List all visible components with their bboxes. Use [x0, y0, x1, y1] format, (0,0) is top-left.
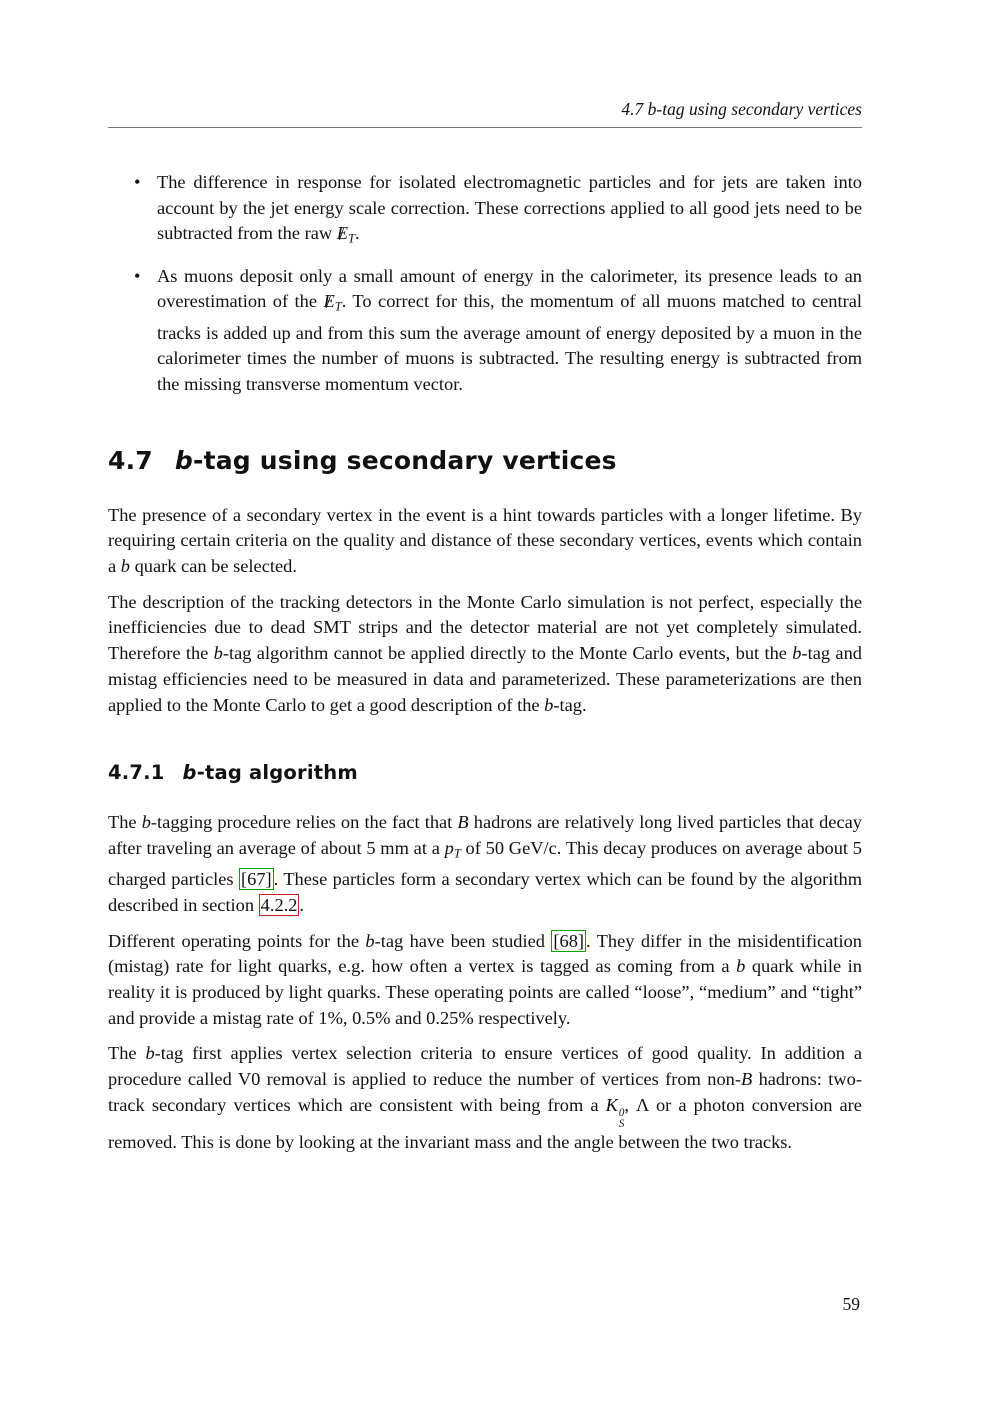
text-run: . — [299, 894, 305, 915]
paragraph — [108, 810, 862, 918]
text-run: E / — [324, 291, 335, 311]
text-run: quark can be selected. — [129, 556, 297, 577]
text-run: -tagging procedure relies on the fact that — [150, 812, 458, 833]
section-ref-4-2-2[interactable]: 4.2.2 — [260, 894, 298, 915]
text-run: T — [453, 846, 461, 861]
bullet-item — [108, 170, 862, 253]
text-run: -tag have been studied — [374, 930, 552, 951]
text-run: Different operating points for the — [108, 930, 366, 951]
bullet-item — [108, 264, 862, 398]
text-run: hadrons: two-track secondary vertices which are consistent with being from a — [108, 1069, 862, 1115]
text-run: , Λ or a photon conversion are removed. This is done by looking at the invariant mass and the angle between the two tracks. — [108, 1094, 862, 1153]
text-run: E / — [337, 223, 348, 243]
paragraph — [108, 590, 862, 719]
text-run: . — [354, 223, 360, 244]
text-run: As muons deposit only a small amount of energy in the calorimeter, its presence leads to an overestimation of the — [157, 265, 862, 312]
text-run: hadrons are relatively long lived particles that decay after traveling an average of about 5 mm at a — [108, 812, 862, 858]
text-run: -tag algorithm — [196, 761, 358, 785]
text-run: b — [174, 445, 193, 475]
text-run: b — [736, 956, 746, 977]
bullet-list — [108, 170, 862, 398]
text-run: b — [145, 1043, 155, 1064]
text-run: b — [544, 694, 554, 715]
text-run: The presence of a secondary vertex in the event is a hint towards particles with a longer lifetime. By requiring certain criteria on the quality and distance of these secondary vertices, events which contain a — [108, 504, 862, 577]
text-run: K 0 S — [605, 1094, 625, 1131]
header-rule — [108, 127, 862, 128]
text-run: b — [365, 930, 375, 951]
text-run: b — [120, 556, 130, 577]
text-run: quark while in reality it is produced by light quarks. These operating points are called “loose”, “medium” and “tight” and provide a mistag rate of 1%, 0.5% and 0.25% respectively. — [108, 956, 862, 1028]
paragraph — [108, 503, 862, 580]
text-run: B — [457, 812, 469, 833]
text-run: The — [108, 1043, 146, 1064]
text-run: -tag first applies vertex selection criteria to ensure vertices of good quality. In addition a procedure called V0 removal is applied to reduce the number of vertices from non- — [108, 1043, 862, 1090]
bullet-marker: • — [134, 172, 141, 192]
text-run: B — [740, 1069, 753, 1090]
text-run: The difference in response for isolated electromagnetic particles and for jets are taken into account by the jet energy scale correction. These corrections applied to all good jets need to be subtracted from the raw — [157, 172, 862, 244]
running-header: 4.7 b-tag using secondary vertices — [621, 99, 862, 119]
text-run: b — [182, 761, 197, 785]
text-run: b — [213, 643, 223, 664]
section-title — [175, 446, 617, 475]
bullet-text — [157, 172, 862, 246]
section-number: 4.7 — [108, 445, 153, 475]
section-heading — [108, 444, 862, 477]
subsection-title — [183, 761, 358, 784]
bullet-text — [157, 266, 862, 394]
subsection-heading — [108, 760, 862, 786]
text-run: T — [347, 231, 355, 246]
text-run: The — [108, 812, 142, 833]
paragraph — [108, 1041, 862, 1156]
page-number: 59 — [842, 1294, 860, 1315]
text-run: . They differ in the misidentification (mistag) rate for light quarks, e.g. how often a vertex is tagged as coming from a — [108, 930, 862, 977]
text-run: T — [334, 299, 342, 314]
text-run: . These particles form a secondary vertex which can be found by the algorithm described in section — [108, 869, 862, 915]
citation-67[interactable]: [67] — [241, 869, 272, 890]
text-run: -tag. — [553, 694, 587, 715]
subsection-number: 4.7.1 — [108, 761, 165, 785]
text-run: p — [444, 837, 454, 858]
citation-68[interactable]: [68] — [553, 930, 585, 951]
text-run: . To correct for this, the momentum of all muons matched to central tracks is added up and from this sum the average amount of energy deposited by a muon in the calorimeter times the number of muons is subtracted. The resulting energy is subtracted from the missing transverse momentum vector. — [157, 291, 862, 394]
text-run: b — [792, 643, 802, 664]
text-run: -tag using secondary vertices — [193, 445, 617, 475]
paragraph — [108, 929, 862, 1032]
text-run: -tag and mistag efficiencies need to be measured in data and parameterized. These parameterizations are then applied to the Monte Carlo to get a good description of the — [108, 643, 862, 715]
text-run: -tag algorithm cannot be applied directly to the Monte Carlo events, but the — [222, 643, 793, 664]
bullet-marker: • — [134, 265, 141, 286]
text-run: b — [141, 812, 151, 833]
text-run: The description of the tracking detectors in the Monte Carlo simulation is not perfect, especially the inefficiencies due to dead SMT strips and the detector material are not yet completely simulated. Therefore the — [108, 591, 862, 664]
text-run: of 50 GeV/c. This decay produces on average about 5 charged particles — [108, 837, 862, 890]
